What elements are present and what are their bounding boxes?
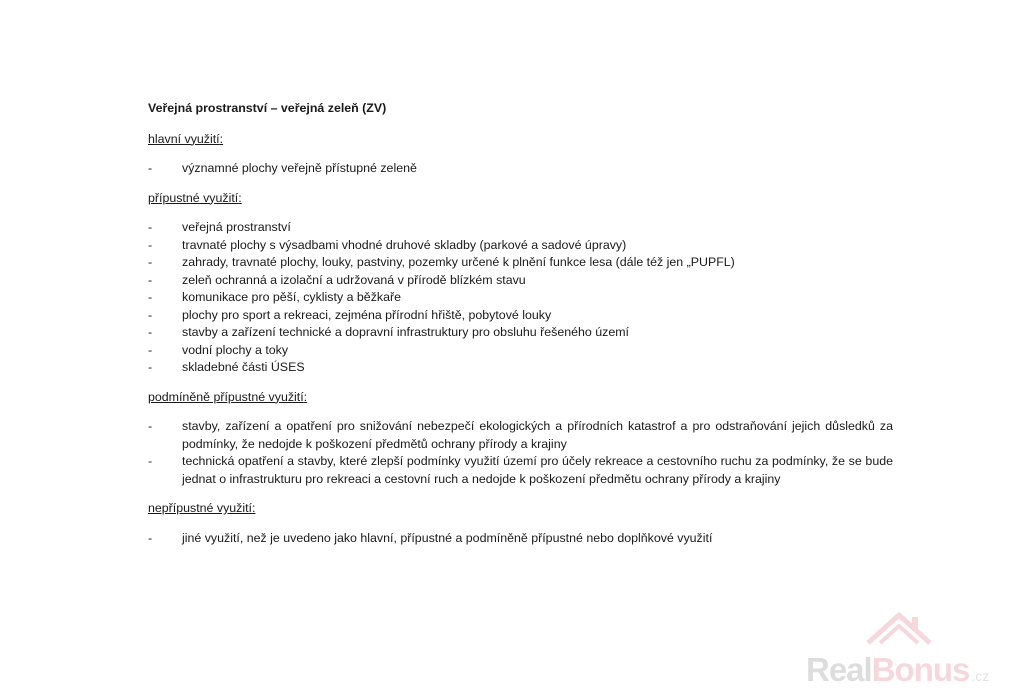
list-item: - významné plochy veřejně přístupné zeleně <box>148 161 417 175</box>
list-item: - technická opatření a stavby, které zlepší podmínky využití území pro účely rekreace a cestovního ruchu za podmínky, že se bude jednat o infrastrukturu pro rekreaci a cestovní ruch a nedojde k poškození předmětu ochrany přírody a krajiny <box>148 454 893 486</box>
bullet-list <box>148 160 893 178</box>
list-item: - veřejná prostranství <box>148 220 291 234</box>
section-permitted-use <box>148 190 893 377</box>
section-prohibited-use <box>148 500 893 547</box>
watermark-text: RealBonus .cz <box>806 651 990 688</box>
section-heading: nepřípustné využití: <box>148 501 256 515</box>
bullet-list <box>148 219 893 377</box>
list-item: - vodní plochy a toky <box>148 342 289 357</box>
section-conditional-use <box>148 389 893 489</box>
section-heading: hlavní využití: <box>148 131 224 146</box>
bullet-list <box>148 418 893 488</box>
list-item: - travnaté plochy s výsadbami vhodné druhové skladby (parkové a sadové úpravy) <box>148 237 627 252</box>
document-title: Veřejná prostranství – veřejná zeleň (ZV) <box>148 101 387 115</box>
bullet-list <box>148 530 893 548</box>
list-item: - plochy pro sport a rekreaci, zejména přírodní hřiště, pobytové louky <box>148 307 552 322</box>
section-main-use <box>148 131 893 178</box>
list-item: - stavby, zařízení a opatření pro snižování nebezpečí ekologických a přírodních katastrof a pro odstraňování jejich důsledků za podmínky, že nedojde k poškození předmětů ochrany přírody a krajiny <box>148 419 893 451</box>
list-item: - komunikace pro pěší, cyklisty a běžkaře <box>148 290 401 304</box>
section-heading: podmíněně přípustné využití: <box>148 389 308 404</box>
list-item: - zahrady, travnaté plochy, louky, pastviny, pozemky určené k plnění funkce lesa (dále též jen „PUPFL) <box>148 255 735 269</box>
list-item: - skladebné části ÚSES <box>148 360 305 374</box>
section-heading: přípustné využití: <box>148 190 242 205</box>
roof-logo-icon <box>864 609 934 647</box>
list-item: - jiné využití, než je uvedeno jako hlavní, přípustné a podmíněně přípustné nebo doplňkové využití <box>148 530 713 545</box>
list-item: - stavby a zařízení technické a dopravní infrastruktury pro obsluhu řešeného území <box>148 325 629 339</box>
realbonus-watermark <box>806 609 990 689</box>
list-item: - zeleň ochranná a izolační a udržovaná v přírodě blízkém stavu <box>148 272 526 287</box>
document-page <box>148 100 893 559</box>
